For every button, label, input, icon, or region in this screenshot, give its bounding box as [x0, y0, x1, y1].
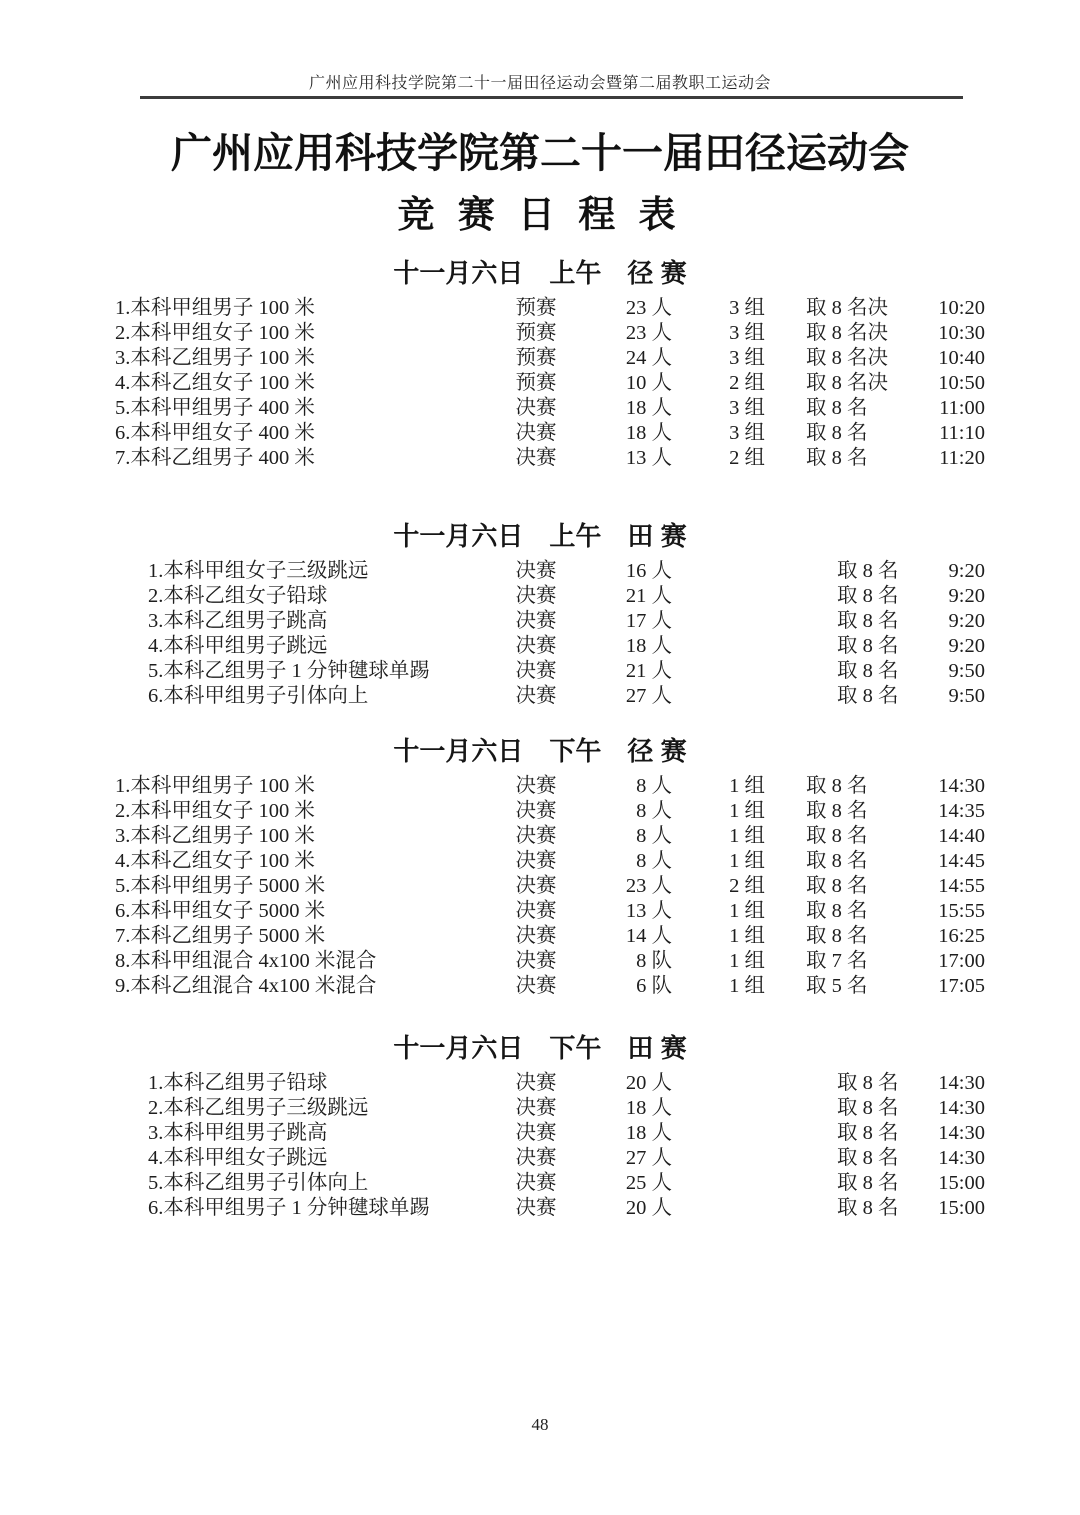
event-participants: 27 人 — [625, 685, 672, 707]
event-name: 2.本科甲组女子 100 米 — [115, 800, 315, 822]
section-date: 十一月六日 — [393, 521, 524, 551]
page-title: 广州应用科技学院第二十一届田径运动会 — [171, 130, 909, 176]
event-participants: 27 人 — [625, 1147, 672, 1169]
schedule-row — [115, 924, 985, 949]
header-rule-divider — [140, 96, 963, 99]
schedule-section — [0, 734, 1080, 999]
event-round: 决赛 — [515, 1172, 557, 1194]
event-qualifiers: 取 8 名 — [837, 660, 899, 682]
schedule-row — [115, 949, 985, 974]
section-type: 田 赛 — [627, 1033, 687, 1063]
schedule-row — [115, 584, 985, 609]
event-groups: 3 组 — [729, 422, 765, 444]
event-name: 1.本科甲组男子 100 米 — [115, 297, 315, 319]
schedule-row — [115, 346, 985, 371]
section-period: 下午 — [549, 736, 602, 766]
event-round: 决赛 — [515, 875, 557, 897]
event-groups: 2 组 — [729, 875, 765, 897]
event-name: 5.本科乙组男子引体向上 — [148, 1172, 369, 1194]
event-qualifiers: 取 8 名 — [837, 1172, 899, 1194]
event-time: 15:00 — [938, 1197, 985, 1219]
event-time: 11:00 — [939, 397, 985, 419]
event-time: 14:40 — [938, 825, 985, 847]
event-participants: 8 队 — [636, 950, 672, 972]
event-qualifiers: 取 8 名 — [806, 397, 868, 419]
event-groups: 1 组 — [729, 775, 765, 797]
event-time: 14:55 — [938, 875, 985, 897]
event-time: 14:45 — [938, 850, 985, 872]
event-round: 预赛 — [515, 372, 557, 394]
schedule-row — [115, 849, 985, 874]
event-participants: 16 人 — [625, 560, 672, 582]
schedule-row — [115, 609, 985, 634]
event-participants: 24 人 — [625, 347, 672, 369]
event-qualifiers: 取 8 名 — [806, 447, 868, 469]
event-name: 3.本科甲组男子跳高 — [148, 1122, 328, 1144]
event-qualifiers: 取 8 名 — [837, 585, 899, 607]
event-participants: 8 人 — [636, 850, 672, 872]
event-qualifiers: 取 8 名 — [806, 875, 868, 897]
section-period: 上午 — [549, 258, 602, 288]
schedule-row — [115, 1096, 985, 1121]
event-participants: 23 人 — [625, 322, 672, 344]
event-time: 15:55 — [938, 900, 985, 922]
event-name: 9.本科乙组混合 4x100 米混合 — [115, 975, 377, 997]
section-date: 十一月六日 — [393, 1033, 524, 1063]
event-participants: 18 人 — [625, 422, 672, 444]
schedule-row — [115, 559, 985, 584]
section-header — [0, 1031, 1080, 1065]
event-time: 11:10 — [939, 422, 985, 444]
event-groups: 1 组 — [729, 900, 765, 922]
event-time: 11:20 — [939, 447, 985, 469]
schedule-row — [115, 296, 985, 321]
event-qualifiers: 取 8 名 — [806, 850, 868, 872]
event-groups: 3 组 — [729, 347, 765, 369]
event-round: 预赛 — [515, 297, 557, 319]
event-round: 决赛 — [515, 447, 557, 469]
section-period: 下午 — [549, 1033, 602, 1063]
event-qualifiers: 取 8 名 — [837, 610, 899, 632]
event-round: 决赛 — [515, 825, 557, 847]
event-participants: 10 人 — [625, 372, 672, 394]
schedule-row — [115, 1171, 985, 1196]
event-groups: 2 组 — [729, 447, 765, 469]
event-time: 15:00 — [938, 1172, 985, 1194]
event-qualifiers: 取 8 名 — [837, 1097, 899, 1119]
event-round: 决赛 — [515, 560, 557, 582]
event-name: 6.本科甲组男子引体向上 — [148, 685, 369, 707]
event-time: 10:40 — [938, 347, 985, 369]
event-time: 9:20 — [948, 610, 985, 632]
event-round: 预赛 — [515, 322, 557, 344]
event-participants: 13 人 — [625, 900, 672, 922]
event-time: 14:30 — [938, 775, 985, 797]
event-participants: 25 人 — [625, 1172, 672, 1194]
event-participants: 23 人 — [625, 875, 672, 897]
event-groups: 3 组 — [729, 297, 765, 319]
event-name: 4.本科乙组女子 100 米 — [115, 850, 315, 872]
event-round: 决赛 — [515, 585, 557, 607]
event-time: 14:30 — [938, 1097, 985, 1119]
event-participants: 8 人 — [636, 800, 672, 822]
event-time: 9:20 — [948, 560, 985, 582]
event-participants: 14 人 — [625, 925, 672, 947]
event-groups: 3 组 — [729, 322, 765, 344]
schedule-row — [115, 824, 985, 849]
schedule-row — [115, 1071, 985, 1096]
event-round: 决赛 — [515, 850, 557, 872]
event-name: 6.本科甲组男子 1 分钟毽球单踢 — [148, 1197, 430, 1219]
event-name: 3.本科乙组男子 100 米 — [115, 825, 315, 847]
event-qualifiers: 取 8 名 — [806, 422, 868, 444]
schedule-section — [0, 1031, 1080, 1221]
schedule-row — [115, 634, 985, 659]
event-qualifiers: 取 8 名 — [806, 775, 868, 797]
event-participants: 23 人 — [625, 297, 672, 319]
section-rows — [115, 1071, 985, 1221]
event-name: 4.本科甲组男子跳远 — [148, 635, 328, 657]
event-groups: 3 组 — [729, 397, 765, 419]
schedule-row — [115, 799, 985, 824]
event-time: 9:20 — [948, 585, 985, 607]
schedule-row — [115, 974, 985, 999]
page-number: 48 — [531, 1415, 549, 1434]
section-type: 田 赛 — [627, 521, 687, 551]
event-qualifiers: 取 8 名决 — [806, 372, 888, 394]
schedule-row — [115, 446, 985, 471]
event-groups: 1 组 — [729, 850, 765, 872]
schedule-row — [115, 1196, 985, 1221]
schedule-row — [115, 396, 985, 421]
event-participants: 8 人 — [636, 775, 672, 797]
event-groups: 1 组 — [729, 825, 765, 847]
schedule-section — [0, 256, 1080, 471]
event-round: 决赛 — [515, 685, 557, 707]
event-time: 10:50 — [938, 372, 985, 394]
section-header — [0, 734, 1080, 768]
event-groups: 1 组 — [729, 975, 765, 997]
event-qualifiers: 取 8 名 — [837, 560, 899, 582]
event-participants: 18 人 — [625, 397, 672, 419]
event-round: 决赛 — [515, 975, 557, 997]
event-round: 决赛 — [515, 660, 557, 682]
event-name: 3.本科乙组男子跳高 — [148, 610, 328, 632]
event-qualifiers: 取 8 名决 — [806, 322, 888, 344]
event-qualifiers: 取 8 名 — [806, 825, 868, 847]
event-groups: 1 组 — [729, 800, 765, 822]
event-time: 14:30 — [938, 1122, 985, 1144]
event-participants: 17 人 — [625, 610, 672, 632]
schedule-row — [115, 1146, 985, 1171]
event-round: 决赛 — [515, 1147, 557, 1169]
event-name: 1.本科甲组男子 100 米 — [115, 775, 315, 797]
event-groups: 2 组 — [729, 372, 765, 394]
event-participants: 21 人 — [625, 585, 672, 607]
event-qualifiers: 取 8 名 — [837, 1147, 899, 1169]
event-round: 决赛 — [515, 1097, 557, 1119]
event-time: 10:20 — [938, 297, 985, 319]
event-round: 决赛 — [515, 925, 557, 947]
schedule-row — [115, 774, 985, 799]
event-time: 10:30 — [938, 322, 985, 344]
event-time: 9:50 — [948, 685, 985, 707]
event-time: 17:05 — [938, 975, 985, 997]
event-name: 2.本科乙组男子三级跳远 — [148, 1097, 369, 1119]
event-name: 1.本科乙组男子铅球 — [148, 1072, 328, 1094]
section-type: 径 赛 — [627, 258, 687, 288]
event-round: 决赛 — [515, 1122, 557, 1144]
event-round: 决赛 — [515, 610, 557, 632]
schedule-row — [115, 899, 985, 924]
schedule-row — [115, 874, 985, 899]
event-qualifiers: 取 8 名决 — [806, 297, 888, 319]
event-participants: 18 人 — [625, 1122, 672, 1144]
event-round: 决赛 — [515, 950, 557, 972]
event-participants: 21 人 — [625, 660, 672, 682]
event-name: 3.本科乙组男子 100 米 — [115, 347, 315, 369]
event-name: 4.本科乙组女子 100 米 — [115, 372, 315, 394]
event-name: 2.本科乙组女子铅球 — [148, 585, 328, 607]
section-date: 十一月六日 — [393, 736, 524, 766]
event-qualifiers: 取 5 名 — [806, 975, 868, 997]
event-qualifiers: 取 8 名 — [837, 635, 899, 657]
event-groups: 1 组 — [729, 925, 765, 947]
event-round: 决赛 — [515, 397, 557, 419]
section-date: 十一月六日 — [393, 258, 524, 288]
event-round: 决赛 — [515, 1072, 557, 1094]
event-participants: 8 人 — [636, 825, 672, 847]
event-name: 4.本科甲组女子跳远 — [148, 1147, 328, 1169]
event-name: 6.本科甲组女子 400 米 — [115, 422, 315, 444]
section-rows — [115, 296, 985, 471]
event-round: 决赛 — [515, 775, 557, 797]
section-period: 上午 — [549, 521, 602, 551]
event-name: 2.本科甲组女子 100 米 — [115, 322, 315, 344]
running-header: 广州应用科技学院第二十一届田径运动会暨第二届教职工运动会 — [308, 75, 771, 92]
schedule-row — [115, 421, 985, 446]
section-header — [0, 256, 1080, 290]
event-name: 5.本科乙组男子 1 分钟毽球单踢 — [148, 660, 430, 682]
event-time: 14:35 — [938, 800, 985, 822]
event-participants: 18 人 — [625, 1097, 672, 1119]
event-participants: 20 人 — [625, 1072, 672, 1094]
event-qualifiers: 取 7 名 — [806, 950, 868, 972]
event-time: 14:30 — [938, 1072, 985, 1094]
schedule-row — [115, 371, 985, 396]
event-time: 9:50 — [948, 660, 985, 682]
event-name: 5.本科甲组男子 400 米 — [115, 397, 315, 419]
event-name: 6.本科甲组女子 5000 米 — [115, 900, 326, 922]
section-rows — [115, 774, 985, 999]
page-subtitle: 竞 赛 日 程 表 — [397, 195, 683, 236]
event-qualifiers: 取 8 名 — [837, 1122, 899, 1144]
event-time: 17:00 — [938, 950, 985, 972]
event-round: 决赛 — [515, 900, 557, 922]
event-round: 决赛 — [515, 1197, 557, 1219]
schedule-row — [115, 1121, 985, 1146]
schedule-section — [0, 519, 1080, 709]
event-name: 1.本科甲组女子三级跳远 — [148, 560, 369, 582]
event-time: 14:30 — [938, 1147, 985, 1169]
schedule-row — [115, 659, 985, 684]
event-round: 决赛 — [515, 422, 557, 444]
event-name: 7.本科乙组男子 400 米 — [115, 447, 315, 469]
schedule-row — [115, 684, 985, 709]
section-type: 径 赛 — [627, 736, 687, 766]
event-name: 7.本科乙组男子 5000 米 — [115, 925, 326, 947]
event-participants: 13 人 — [625, 447, 672, 469]
event-qualifiers: 取 8 名 — [837, 1197, 899, 1219]
event-qualifiers: 取 8 名 — [837, 685, 899, 707]
event-qualifiers: 取 8 名 — [806, 900, 868, 922]
event-qualifiers: 取 8 名 — [806, 925, 868, 947]
event-name: 5.本科甲组男子 5000 米 — [115, 875, 326, 897]
event-participants: 20 人 — [625, 1197, 672, 1219]
event-participants: 6 队 — [636, 975, 672, 997]
event-time: 9:20 — [948, 635, 985, 657]
event-participants: 18 人 — [625, 635, 672, 657]
event-time: 16:25 — [938, 925, 985, 947]
event-round: 决赛 — [515, 800, 557, 822]
section-header — [0, 519, 1080, 553]
event-qualifiers: 取 8 名 — [837, 1072, 899, 1094]
event-qualifiers: 取 8 名 — [806, 800, 868, 822]
event-round: 决赛 — [515, 635, 557, 657]
event-qualifiers: 取 8 名决 — [806, 347, 888, 369]
event-name: 8.本科甲组混合 4x100 米混合 — [115, 950, 377, 972]
section-rows — [115, 559, 985, 709]
event-round: 预赛 — [515, 347, 557, 369]
event-groups: 1 组 — [729, 950, 765, 972]
schedule-row — [115, 321, 985, 346]
